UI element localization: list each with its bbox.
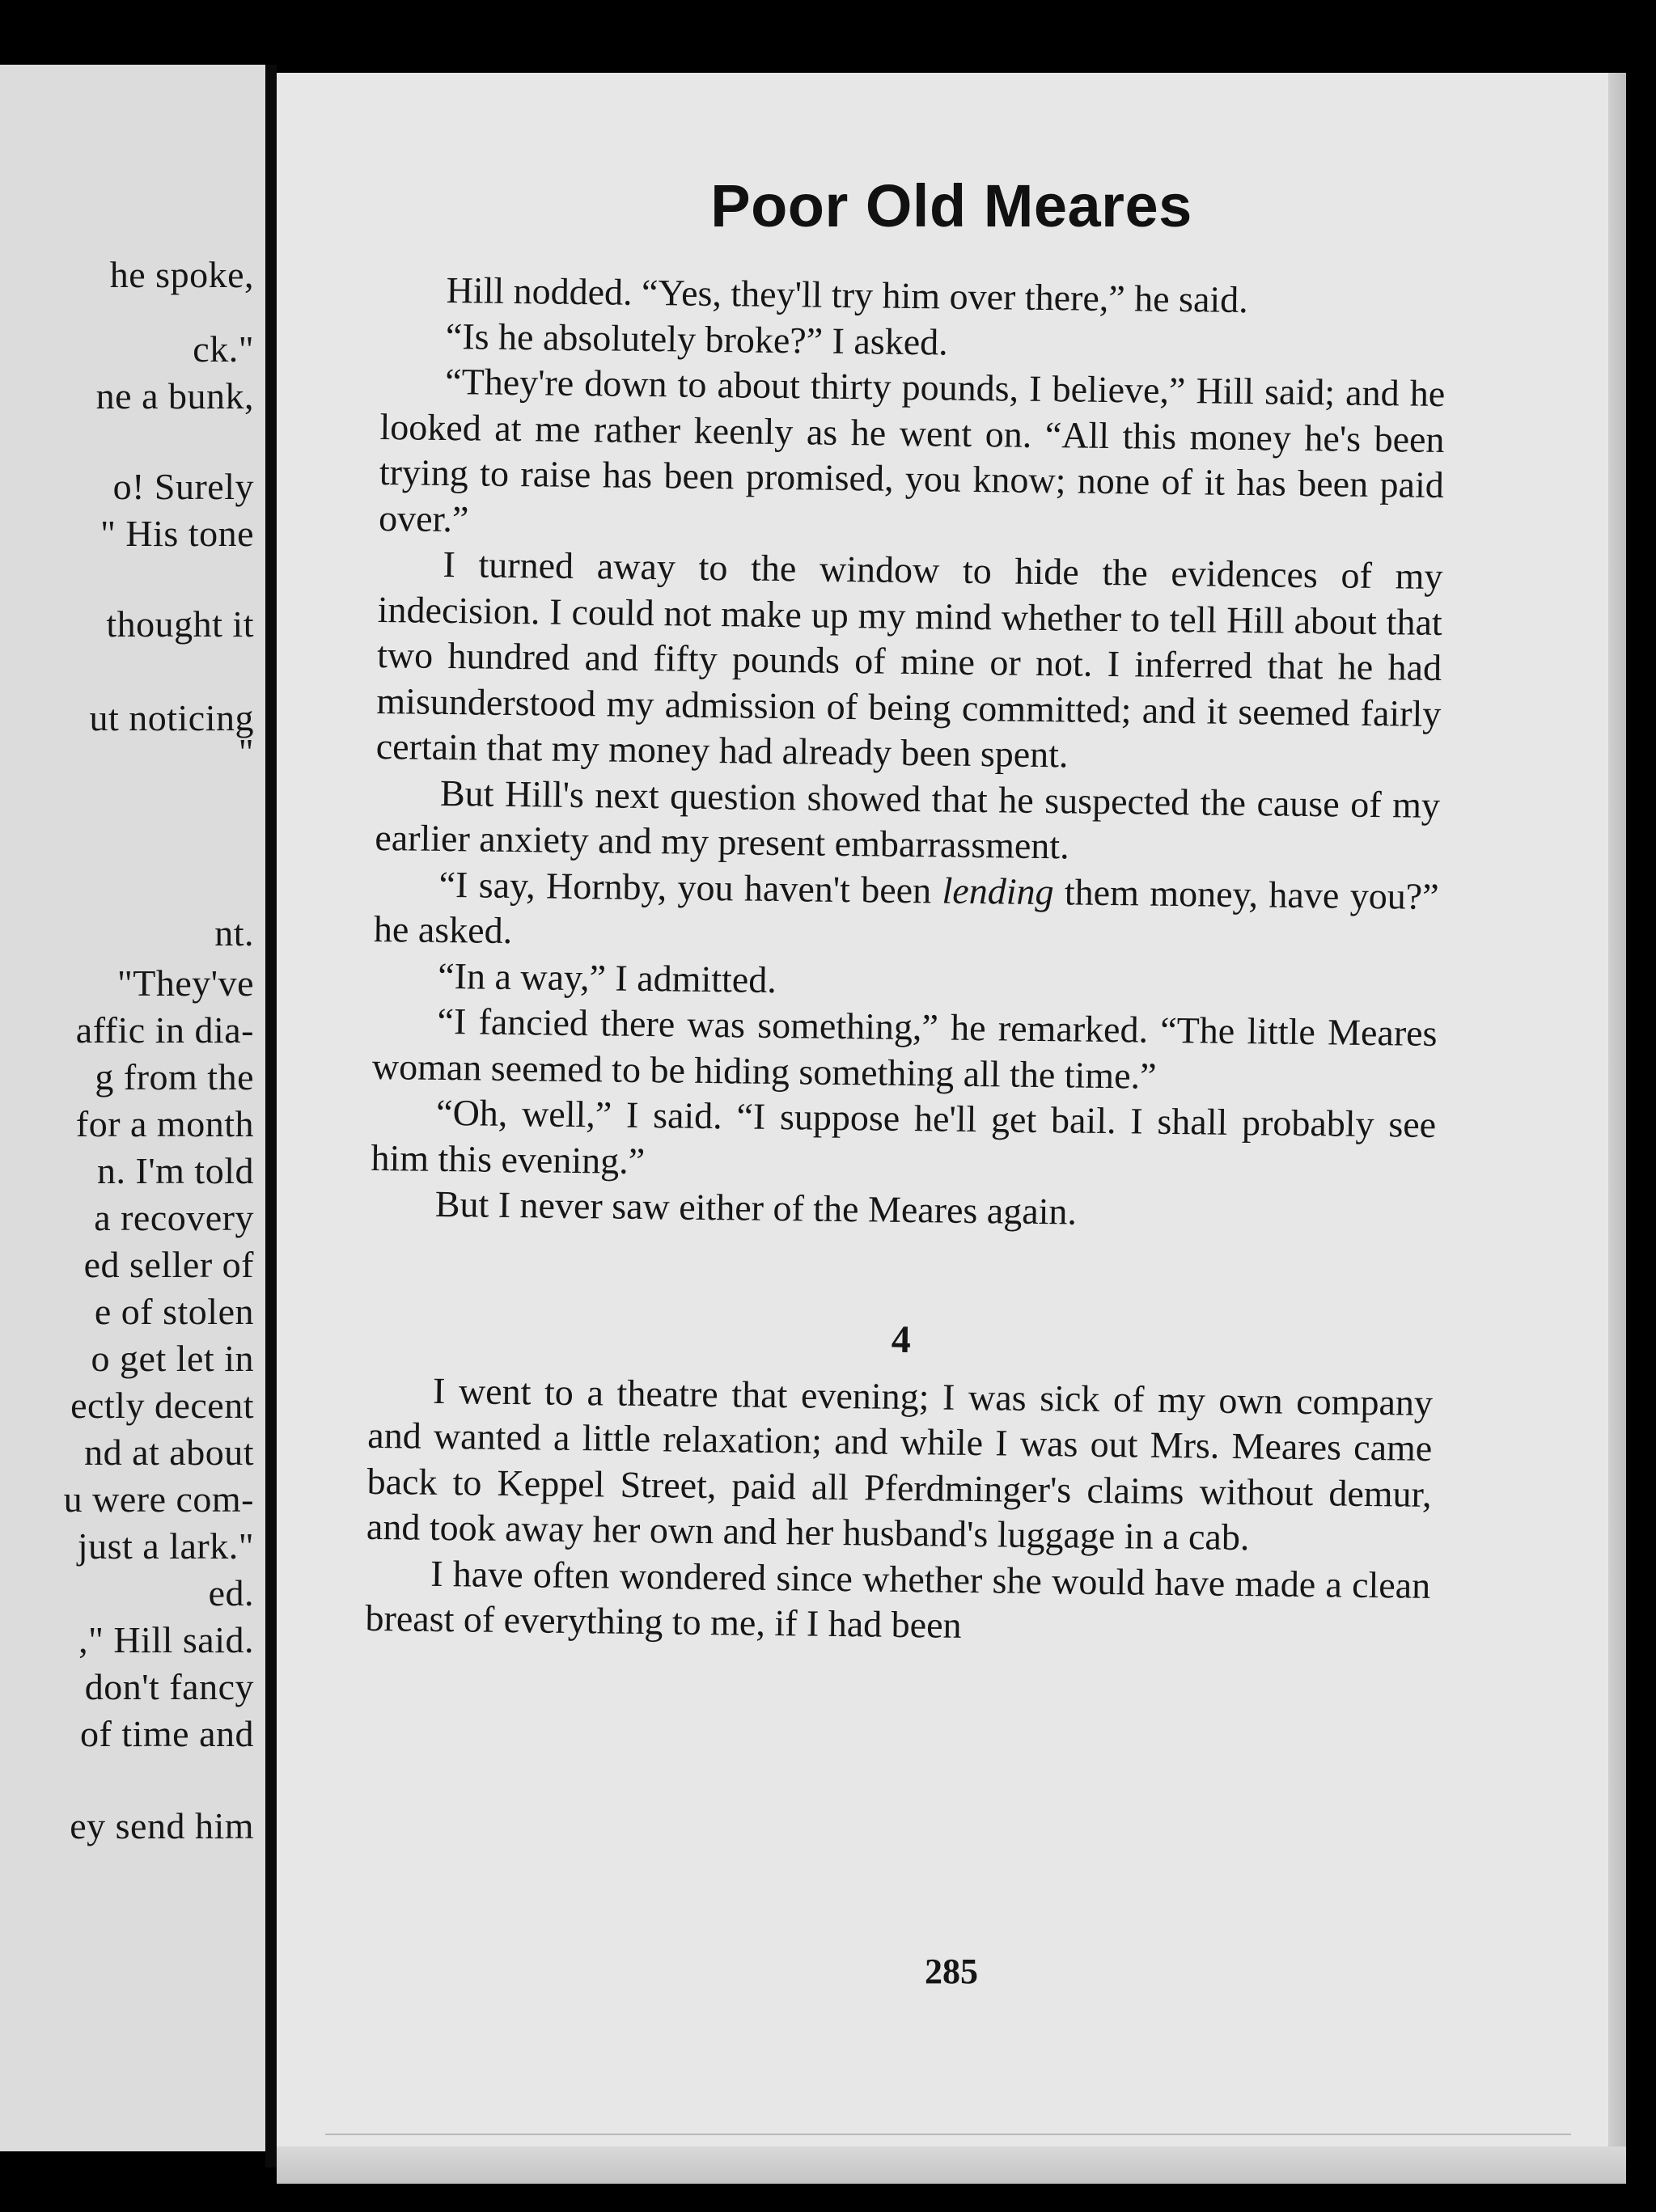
left-line: nd at about bbox=[84, 1432, 254, 1473]
paragraph: “Is he absolutely broke?” I asked. bbox=[445, 315, 948, 363]
paragraph: I went to a theatre that evening; I was sick of my own company and wanted a little relaxation; and while I was out Mrs. Meares came back to Keppel Street, paid all Pferdminger's claims without demur, and took away her own and her husband's luggage in a cab. bbox=[366, 1369, 1434, 1559]
left-line: ectly decent bbox=[70, 1385, 254, 1426]
left-line: a recovery bbox=[94, 1197, 254, 1238]
text-run: them money, have you?” he asked. bbox=[373, 870, 1439, 952]
left-line: ck." bbox=[193, 328, 254, 370]
paragraph bbox=[374, 861, 1439, 965]
paragraph: “I fancied there was something,” he remarked. “The little Meares woman seemed to be hiding something all the time.” bbox=[371, 1000, 1438, 1097]
book-page-right bbox=[277, 73, 1626, 2184]
chapter-title: Poor Old Meares bbox=[710, 172, 1192, 239]
left-line: nt. bbox=[214, 912, 254, 954]
left-line: ey send him bbox=[70, 1805, 254, 1846]
left-line: o! Surely bbox=[112, 466, 254, 507]
left-line: don't fancy bbox=[84, 1666, 254, 1707]
left-line: ut noticing bbox=[89, 697, 254, 738]
left-line: just a lark." bbox=[77, 1525, 254, 1567]
page-edge bbox=[1608, 73, 1626, 2184]
page-bottom-rule bbox=[325, 2134, 1571, 2135]
text-run: “I say, Hornby, you haven't been bbox=[438, 863, 942, 911]
book-gutter bbox=[265, 65, 277, 2168]
left-line: thought it bbox=[106, 603, 254, 645]
left-line: he spoke, bbox=[109, 254, 254, 295]
left-line: e of stolen bbox=[94, 1291, 254, 1332]
page-body bbox=[365, 267, 1446, 1654]
left-line: g from the bbox=[95, 1056, 254, 1098]
paragraph: “In a way,” I admitted. bbox=[437, 954, 777, 1000]
left-line: ," Hill said. bbox=[78, 1619, 254, 1660]
left-line: of time and bbox=[80, 1713, 254, 1754]
left-line: n. I'm told bbox=[97, 1150, 254, 1191]
section-number: 4 bbox=[891, 1317, 912, 1361]
paragraph: “They're down to about thirty pounds, I believe,” Hill said; and he looked at me rather keenly as he went on. “All this money he's been trying to raise has been promised, you know; none of it has been paid over.” bbox=[378, 360, 1446, 539]
left-line: u were com- bbox=[63, 1478, 254, 1520]
paragraph: I have often wondered since whether she would have made a clean breast of everything to me, if I had been bbox=[365, 1552, 1431, 1646]
page-bottom-edge bbox=[277, 2146, 1626, 2184]
paragraph: Hill nodded. “Yes, they'll try him over there,” he said. bbox=[446, 269, 1249, 321]
left-line: for a month bbox=[75, 1103, 254, 1144]
facing-page-left bbox=[0, 65, 265, 2151]
paragraph: But I never saw either of the Meares again. bbox=[434, 1182, 1078, 1233]
paragraph: I turned away to the window to hide the evidences of my indecision. I could not make up my mind whether to tell Hill about that two hundred and fifty pounds of mine or not. I inferred that he had misunderstood my admission of being committed; and it seemed fairly certain that my money had already been spent. bbox=[375, 543, 1443, 776]
left-line: " His tone bbox=[100, 513, 254, 554]
paragraph: But Hill's next question showed that he suspected the cause of my earlier anxiety and my present embarrassment. bbox=[375, 772, 1441, 867]
paragraph: “Oh, well,” I said. “I suppose he'll get bail. I shall probably see him this evening.” bbox=[371, 1091, 1437, 1182]
left-line: ed seller of bbox=[83, 1244, 254, 1285]
left-line: "They've bbox=[117, 962, 254, 1004]
emphasized-word: lending bbox=[942, 869, 1054, 912]
left-line: ed. bbox=[208, 1572, 254, 1614]
left-line: o get let in bbox=[91, 1338, 254, 1379]
left-line: ne a bunk, bbox=[95, 375, 254, 417]
left-line: affic in dia- bbox=[75, 1009, 254, 1051]
page-number: 285 bbox=[925, 1952, 978, 1991]
left-line: " bbox=[238, 731, 254, 772]
